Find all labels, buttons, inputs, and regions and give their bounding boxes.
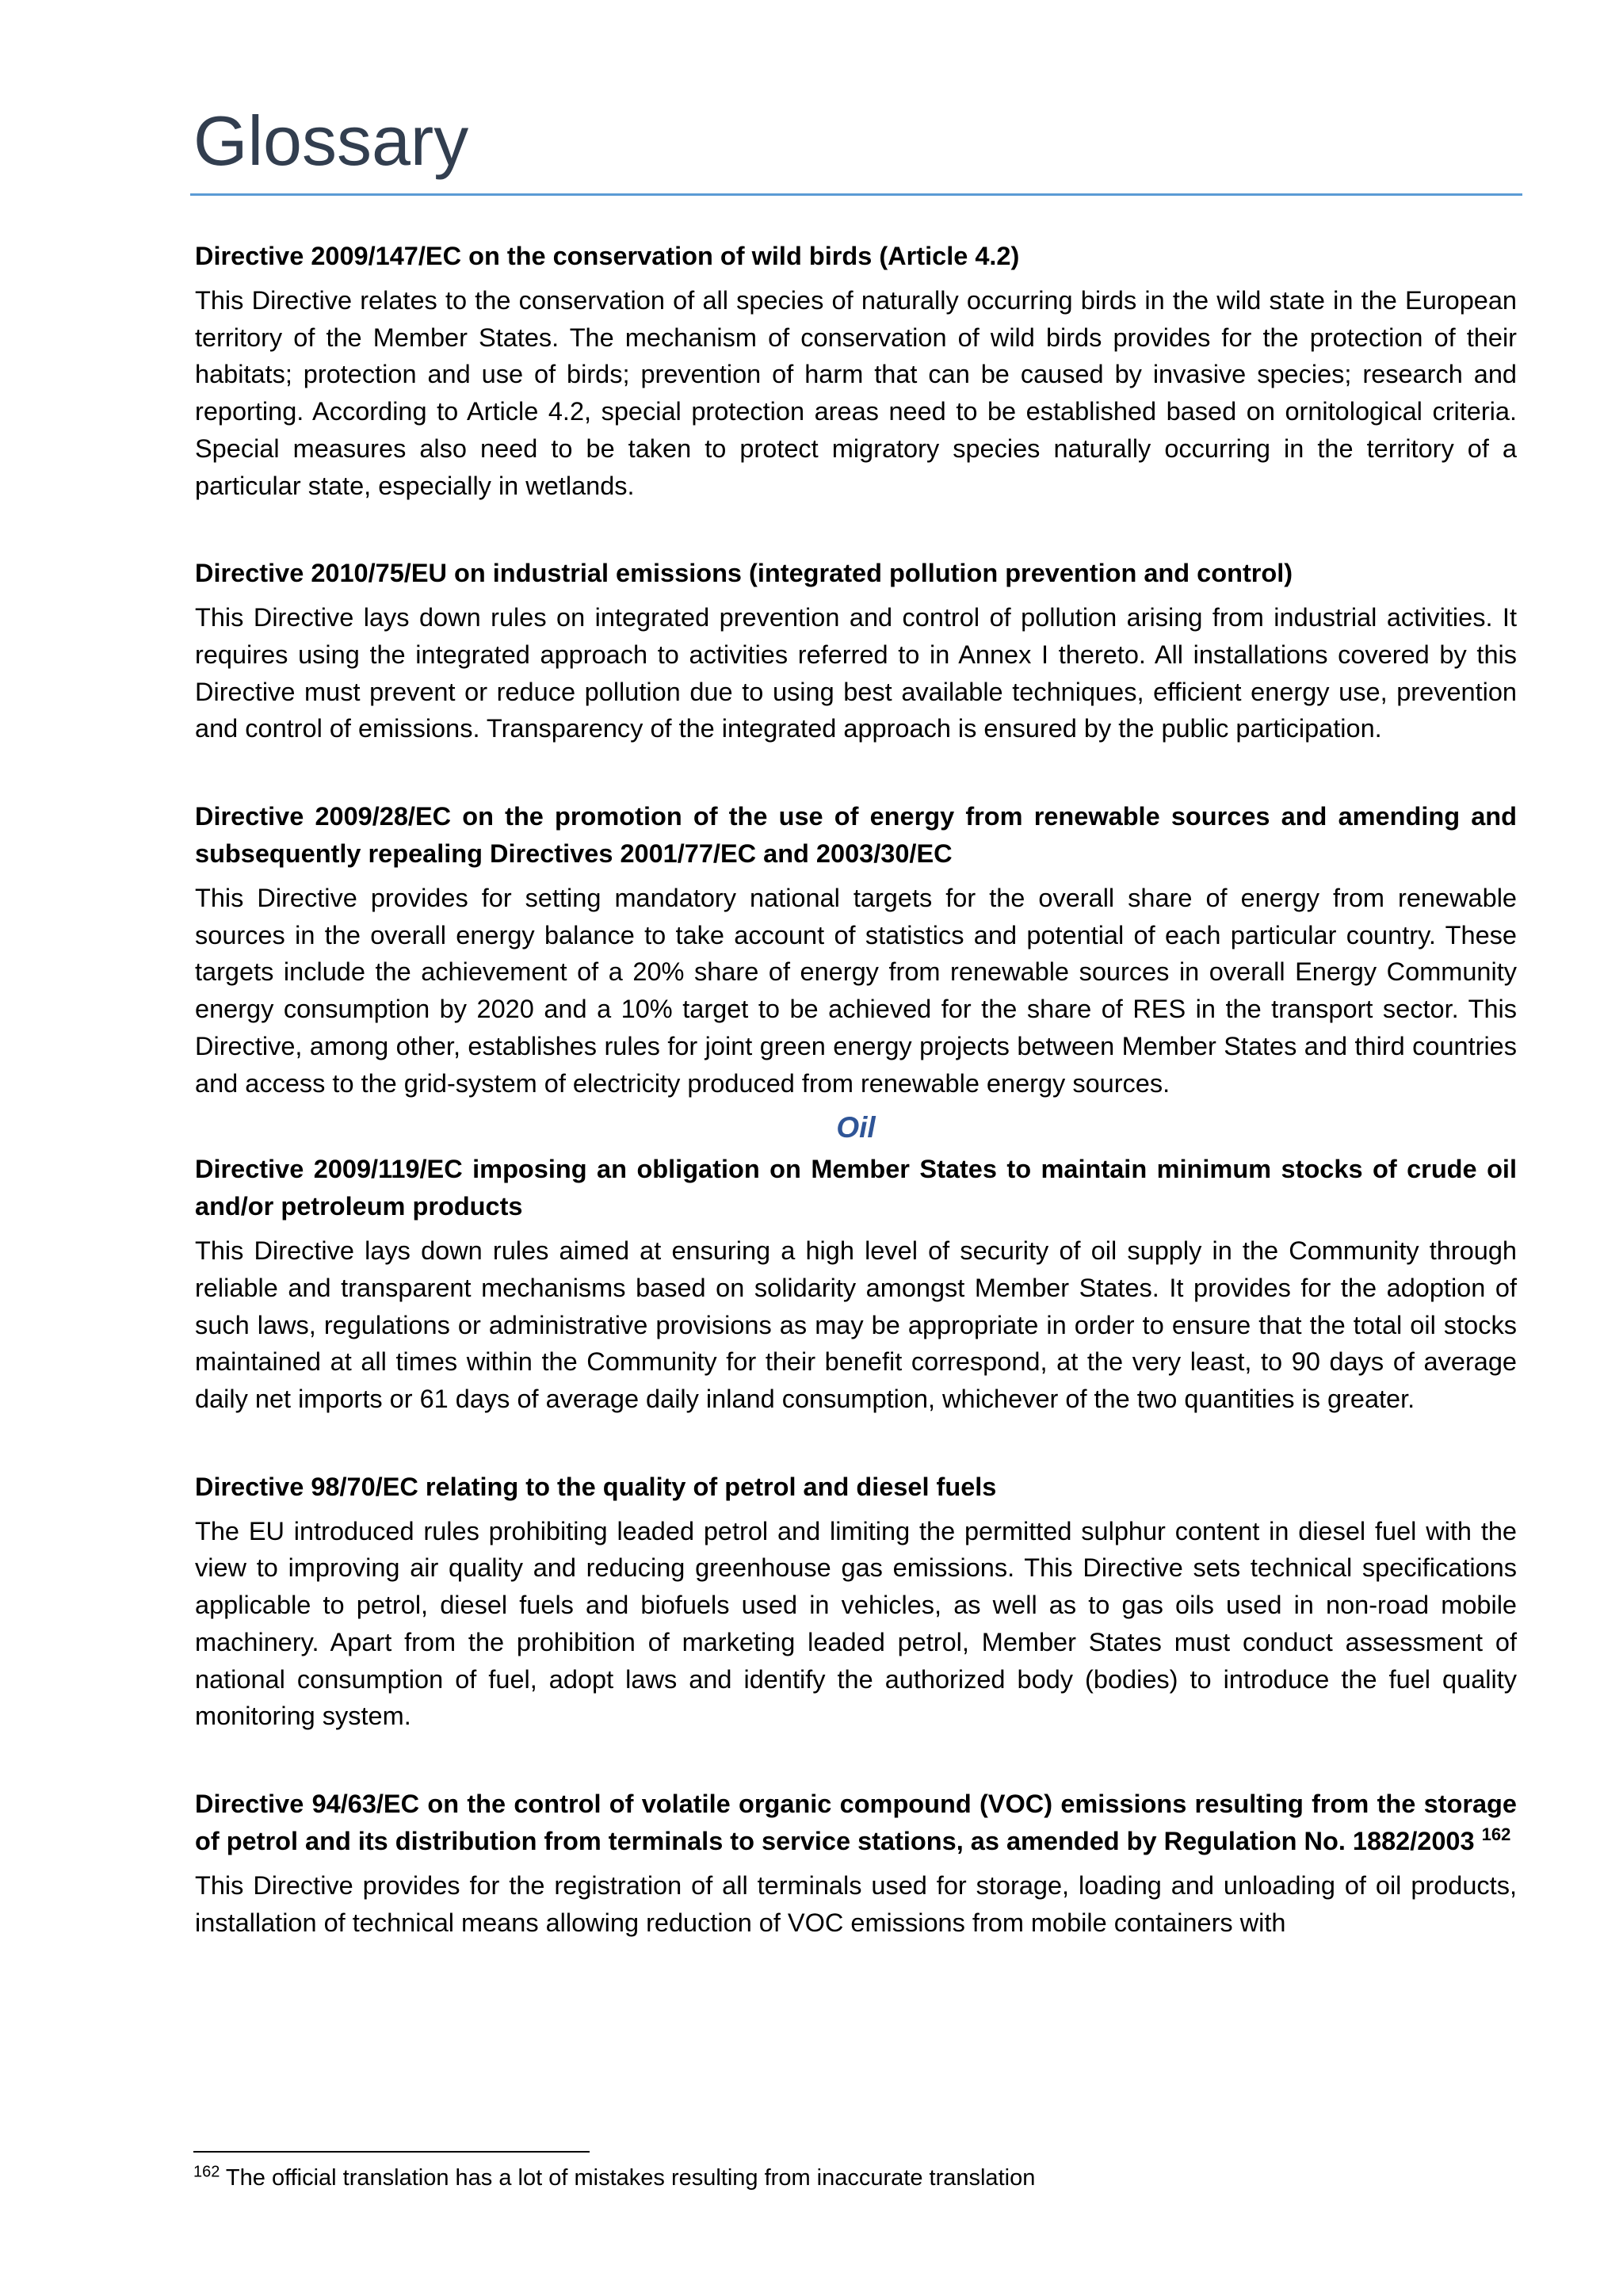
footnote [193,2162,1035,2194]
entry-body: This Directive provides for the registration of all terminals used for storage, loading and unloading of oil products, installation of technical means allowing reduction of VOC emissions from mobile containers with [195,1870,1517,1937]
entry-heading: Directive 98/70/EC relating to the quality of petrol and diesel fuels [195,1472,997,1501]
entry-spacer [195,747,1517,798]
entry-heading [195,1786,1517,1860]
glossary-entry-oil-stocks [195,1151,1517,1418]
glossary-entry-voc-emissions [195,1786,1517,1941]
page-title: Glossary [193,101,469,180]
entry-body: This Directive provides for setting mandatory national targets for the overall share of energy from renewable sources in the overall energy balance to take account of statistics and potential of each particular country. These targets include the achievement of a 20% share of energy from renewable sources in overall Energy Community energy consumption by 2020 and a 10% target to be achieved for the share of RES in the transport sector. This Directive, among other, establishes rules for joint green energy projects between Member States and third countries and access to the grid-system of electricity produced from renewable energy sources. [195,884,1517,1098]
glossary-content [195,238,1517,1941]
glossary-entry-industrial-emissions [195,555,1517,747]
entry-spacer [195,1735,1517,1786]
footnote-number: 162 [193,2163,220,2181]
glossary-entry-birds-directive [195,238,1517,504]
entry-body: This Directive lays down rules aimed at ensuring a high level of security of oil supply in the Community through reliable and transparent mechanisms based on solidarity amongst Member States. It provides for the adoption of such laws, regulations or administrative provisions as may be appropriate in order to ensure that the total oil stocks maintained at all times within the Community for their benefit correspond, at the very least, to 90 days of average daily net imports or 61 days of average daily inland consumption, whichever of the two quantities is greater. [195,1236,1517,1414]
entry-heading: Directive 2009/147/EC on the conservation of wild birds (Article 4.2) [195,242,1020,270]
footnote-reference[interactable]: 162 [1481,1824,1511,1845]
footnote-text: The official translation has a lot of mistakes resulting from inaccurate translation [225,2165,1036,2191]
entry-heading: Directive 2010/75/EU on industrial emissions (integrated pollution prevention and control) [195,559,1293,588]
title-divider [190,193,1522,196]
entry-body: This Directive lays down rules on integrated prevention and control of pollution arising from industrial activities. It requires using the integrated approach to activities referred to in Annex I thereto. All installations covered by this Directive must prevent or reduce pollution due to using best available techniques, efficient energy use, prevention and control of emissions. Transparency of the integrated approach is ensured by the public participation. [195,603,1517,743]
section-label-oil: Oil [836,1111,876,1144]
entry-heading: Directive 2009/28/EC on the promotion of the use of energy from renewable sources and amending and subsequently repealing Directives 2001/77/EC and 2003/30/EC [195,802,1517,869]
entry-heading-text: Directive 94/63/EC on the control of volatile organic compound (VOC) emissions resulting from the storage of petrol and its distribution from terminals to service stations, as amended by Regulation No. 1882/2003 [195,1789,1517,1855]
entry-spacer [195,1418,1517,1469]
glossary-entry-fuel-quality [195,1469,1517,1735]
footnote-separator [193,2151,590,2153]
entry-heading: Directive 2009/119/EC imposing an obligation on Member States to maintain minimum stocks of crude oil and/or petroleum products [195,1155,1517,1221]
entry-body: The EU introduced rules prohibiting leaded petrol and limiting the permitted sulphur content in diesel fuel with the view to improving air quality and reducing greenhouse gas emissions. This Directive sets technical specifications applicable to petrol, diesel fuels and biofuels used in vehicles, as well as to gas oils used in non-road mobile machinery. Apart from the prohibition of marketing leaded petrol, Member States must conduct assessment of national consumption of fuel, adopt laws and identify the authorized body (bodies) to introduce the fuel quality monitoring system. [195,1516,1517,1731]
glossary-entry-renewable-energy [195,798,1517,1102]
entry-body: This Directive relates to the conservation of all species of naturally occurring birds in the wild state in the European territory of the Member States. The mechanism of conservation of wild birds provides for the protection of their habitats; protection and use of birds; prevention of harm that can be caused by invasive species; research and reporting. According to Article 4.2, special protection areas need to be established based on ornitological criteria. Special measures also need to be taken to protect migratory species naturally occurring in the territory of a particular state, especially in wetlands. [195,286,1517,500]
entry-spacer [195,504,1517,555]
